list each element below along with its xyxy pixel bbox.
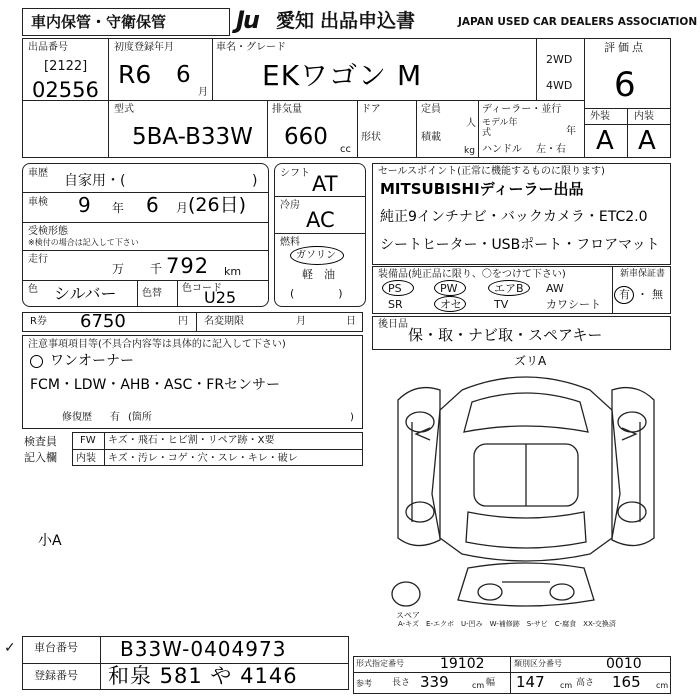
- class-number-label: 類別区分番号: [514, 659, 562, 668]
- rating-label: 評価点: [604, 41, 646, 54]
- doors-label: ドア: [361, 104, 381, 115]
- height-label: 高さ: [576, 678, 595, 688]
- sales-points-label: セールスポイント(正常に機能するものに限ります): [378, 166, 605, 177]
- fw-label: FW: [80, 435, 96, 446]
- inspection-month: 6: [146, 193, 159, 217]
- fuel-diesel: 軽 油: [302, 268, 335, 281]
- displacement-value: 660: [284, 124, 328, 150]
- width-unit: cm: [560, 681, 573, 690]
- title-change-day: 日: [346, 316, 356, 327]
- type-number-label: 形式指定番号: [356, 659, 404, 668]
- inspector-label-2: 記入欄: [24, 451, 57, 464]
- warranty-no: 無: [652, 288, 663, 301]
- edge-checkmark: ✓: [4, 640, 16, 656]
- repair-label: 修復歴: [62, 412, 92, 423]
- ju-logo: Ju: [236, 6, 259, 34]
- lot-sub-number: [2122]: [44, 59, 88, 74]
- registration-value: 和泉 581 や 4146: [108, 664, 298, 688]
- shift-label: シフト: [280, 168, 310, 179]
- repair-location: (箇所: [128, 412, 152, 423]
- fuel-label: 燃料: [280, 237, 300, 248]
- sales-line-1: MITSUBISHIディーラー出品: [380, 180, 584, 198]
- equipment-item: PS: [388, 282, 402, 295]
- exterior-grade-value: A: [596, 126, 614, 156]
- diagram-spare-label: スペア: [396, 611, 420, 620]
- handle-label: ハンドル: [482, 144, 522, 155]
- mileage-unit: km: [224, 265, 242, 278]
- handle-options: 左・右: [536, 144, 566, 155]
- first-registration-month-unit: 月: [198, 87, 208, 98]
- interior-text: キズ・汚レ・コゲ・穴・スレ・キレ・破レ: [108, 453, 298, 464]
- capacity-unit: 人: [466, 118, 476, 129]
- class-number-value: 0010: [606, 656, 642, 672]
- inspection-year-unit: 年: [112, 201, 125, 215]
- after-items-value: 保・取・ナビ取・スペアキー: [408, 326, 603, 344]
- warranty-label: 新車保証書: [620, 269, 666, 279]
- chassis-value: B33W-0404973: [120, 637, 287, 661]
- length-unit: cm: [472, 681, 485, 690]
- height-value: 165: [612, 673, 641, 691]
- equipment-item: PW: [440, 282, 458, 295]
- displacement-unit: cc: [340, 144, 351, 155]
- ac-label: 冷房: [280, 200, 300, 211]
- interior-grade-value: A: [638, 126, 656, 156]
- equipment-item: AW: [546, 282, 564, 295]
- model-year-label: モデル年式: [482, 118, 518, 138]
- history-label: 車歴: [28, 168, 48, 179]
- equipment-item-circle: [434, 280, 466, 296]
- width-value: 147: [516, 673, 545, 691]
- drive-2wd: 2WD: [546, 53, 573, 66]
- model-type-value: 5BA-B33W: [132, 124, 253, 150]
- top-block: [22, 38, 671, 158]
- mileage-label: 走行: [28, 254, 48, 265]
- r-ticket-row: [22, 312, 363, 332]
- equipment-item-circle: [434, 296, 466, 312]
- r-ticket-value: 6750: [80, 311, 126, 332]
- color-code-value: U25: [204, 288, 237, 307]
- chassis-label: 車台番号: [34, 641, 78, 654]
- warranty-sep: ・: [637, 288, 648, 301]
- width-label: 幅: [486, 678, 496, 688]
- color-label: 色: [28, 284, 38, 295]
- length-value: 339: [420, 673, 449, 691]
- drive-4wd: 4WD: [546, 79, 573, 92]
- exterior-grade-label: 外装: [590, 111, 610, 122]
- mileage-value: 792: [166, 254, 210, 278]
- length-label: 長さ: [392, 678, 411, 688]
- storage-title-box: [22, 8, 230, 36]
- height-unit: cm: [656, 681, 669, 690]
- car-name-value: EKワゴン M: [262, 59, 423, 92]
- capacity-label: 定員: [421, 104, 441, 115]
- inspector-remark: 小A: [38, 533, 62, 549]
- inspection-label: 車検: [28, 197, 48, 208]
- shift-value: AT: [312, 172, 338, 196]
- inspection-day: (26日): [188, 194, 247, 216]
- sales-line-3: シートヒーター・USBポート・フロアマット: [380, 237, 660, 253]
- history-value: 自家用・(: [64, 173, 126, 189]
- equipment-item: エアB: [494, 282, 524, 295]
- displacement-label: 排気量: [272, 104, 302, 115]
- equipment-item: SR: [388, 298, 403, 311]
- model-type-label: 型式: [114, 104, 134, 115]
- equipment-item-circle: [382, 280, 414, 296]
- registration-label: 登録番号: [34, 669, 78, 682]
- first-registration-month: 6: [176, 62, 191, 88]
- diagram-top-note: ズリA: [514, 354, 547, 368]
- fw-text: キズ・飛石・ヒビ割・リペア跡・X要: [108, 435, 275, 446]
- rating-value: 6: [614, 65, 636, 105]
- equipment-item: オセ: [440, 298, 462, 311]
- color-value: シルバー: [54, 284, 117, 303]
- inspector-label-1: 検査員: [24, 435, 57, 448]
- type-number-value: 19102: [440, 656, 485, 672]
- model-year-unit: 年: [566, 126, 576, 137]
- warranty-yes: 有: [619, 288, 630, 301]
- association-name: JAPAN USED CAR DEALERS ASSOCIATION: [458, 16, 698, 28]
- interior-grade-label: 内装: [634, 111, 654, 122]
- mileage-man: 万: [112, 262, 125, 276]
- inspection-month-unit: 月: [176, 201, 189, 215]
- history-close: ): [252, 173, 258, 189]
- color-code-label: 色コード: [182, 283, 222, 294]
- pickup-note: ※検付の場合は記入して下さい: [28, 238, 139, 247]
- lot-number: 02556: [32, 78, 99, 102]
- lot-label: 出品番号: [28, 42, 68, 53]
- form-title: 出品申込書: [320, 10, 416, 32]
- notes-line-2: FCM・LDW・AHB・ASC・FRセンサー: [30, 377, 281, 393]
- load-label: 積載: [421, 132, 441, 143]
- notes-bullet-icon: [30, 355, 43, 368]
- ac-value: AC: [306, 208, 335, 232]
- first-registration-era-year: R6: [118, 60, 152, 89]
- mileage-sen: 千: [150, 262, 163, 276]
- fuel-other: ( ): [290, 287, 343, 300]
- aichi-label: 愛知: [276, 10, 315, 32]
- fuel-gasoline: ガソリン: [296, 250, 336, 261]
- notes-line-1: ワンオーナー: [50, 353, 134, 369]
- inspection-year: 9: [78, 193, 91, 217]
- first-registration-label: 初度登録年月: [114, 42, 174, 53]
- equipment-item: TV: [494, 298, 509, 311]
- dealer-label: ディーラー・並行: [482, 104, 562, 115]
- color-change-label: 色替: [142, 288, 162, 299]
- equipment-item-circle: [488, 280, 530, 296]
- diagram-legend: A-キズ E-エクボ U-凹み W-補修跡 S-サビ C-腐食 XX-交換済: [398, 620, 616, 628]
- interior-label: 内装: [76, 453, 96, 464]
- r-ticket-label: R券: [30, 316, 47, 327]
- after-items-label: 後日品: [378, 319, 408, 330]
- repair-close: ): [350, 412, 354, 423]
- notes-label: 注意事項項目等(不具合内容等は具体的に記入して下さい): [28, 339, 286, 350]
- load-unit: kg: [464, 146, 475, 156]
- ref-label: 参考: [356, 679, 372, 688]
- pickup-label: 受検形態: [28, 226, 68, 237]
- car-name-label: 車名・グレード: [216, 42, 286, 53]
- title-change-label: 名変期限: [204, 316, 244, 327]
- equipment-item: カワシート: [546, 298, 601, 311]
- repair-value: 有: [110, 412, 120, 423]
- equipment-label: 装備品(純正品に限り、〇をつけて下さい): [378, 269, 566, 280]
- title-change-month: 月: [296, 316, 306, 327]
- shape-label: 形状: [361, 132, 381, 143]
- r-ticket-unit: 円: [178, 316, 188, 327]
- car-diagram: [376, 362, 676, 632]
- sales-line-2: 純正9インチナビ・バックカメラ・ETC2.0: [380, 209, 648, 225]
- storage-title: 車内保管・守衛保管: [31, 13, 167, 31]
